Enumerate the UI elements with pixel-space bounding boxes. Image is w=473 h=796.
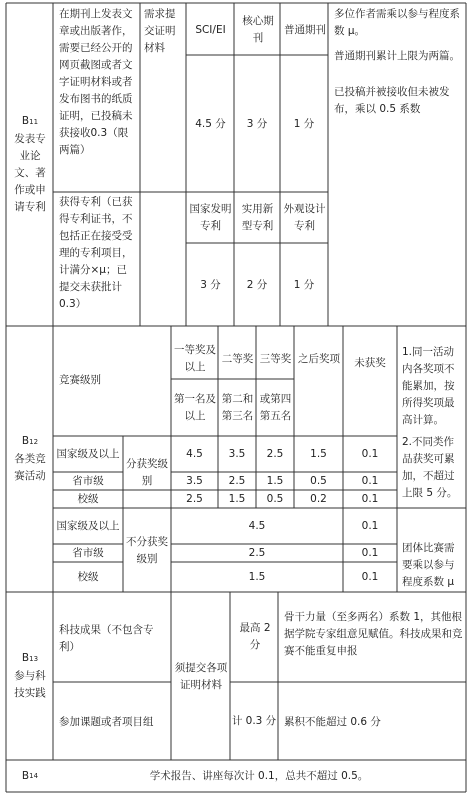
score-national-third: 2.5 [266, 447, 284, 460]
b11-category-name: 发表专业论文、著作或申请专利 [14, 133, 46, 213]
ungraded-score-provincial: 2.5 [248, 546, 266, 559]
graded-prize-label: 分获奖级别 [126, 457, 168, 487]
patent-level-invention: 国家发明专利 [189, 203, 232, 232]
ungraded-none-national: 0.1 [361, 519, 379, 532]
ungraded-prize-label: 不分获奖级别 [126, 535, 168, 565]
rank-header-second-third: 第二和第三名 [221, 392, 254, 422]
b11-code-cell [7, 3, 53, 326]
b11-note-coauthor: 多位作者需乘以参与程度系数 μ。 [334, 8, 460, 37]
score-national-first: 4.5 [186, 447, 203, 460]
b12-note-same-activity: 1.同一活动内各奖项不能累加，按所得奖项最高计算。 [402, 346, 455, 426]
score-school-later: 0.2 [310, 492, 327, 505]
b13-project-group: 参加课题或者项目组 [59, 716, 154, 728]
score-provincial-none: 0.1 [361, 474, 379, 487]
b14-academic-lectures: 学术报告、讲座每次计 0.1，总共不超过 0.5。 [149, 770, 369, 782]
b13-tech-achievement: 科技成果（不包含专利） [59, 624, 154, 653]
b11-code: B11 [21, 115, 39, 127]
patent-level-design: 外观设计专利 [283, 203, 326, 232]
score-national-none: 0.1 [361, 447, 379, 460]
score-provincial-later: 0.5 [310, 474, 327, 487]
b13-note-cumulative: 累积不能超过 0.6 分 [284, 716, 381, 728]
b11-note-accepted: 已投稿并被接收但未被发布，乘以 0.5 系数 [334, 86, 450, 115]
b13-note-backbone: 骨干力量（至多两名）系数 1，其他根据学院专家组意见赋值。科技成果和竞赛不能重复申报 [284, 611, 463, 657]
prize-header-none: 未获奖 [354, 356, 386, 369]
ungraded-level-provincial: 省市级 [72, 547, 104, 559]
paper-score-ordinary-journal: 1 分 [293, 117, 315, 130]
prize-header-second: 二等奖 [221, 352, 254, 365]
b11-patent-description: 获得专利（已获得专利证书，不包括正在接受受理的专利项目，计满分×μ；已提交未获批计 0.3） [59, 196, 133, 310]
score-provincial-first: 3.5 [186, 474, 203, 487]
b11-paper-description: 在期刊上发表文章或出版著作，需要已经公开的网页截图或者文字证明材料或者发布图书的纸质证明，已投稿未获接收0.3（限两篇） [59, 8, 133, 156]
paper-score-core-journal: 3 分 [246, 117, 268, 130]
patent-score-design: 1 分 [293, 278, 315, 291]
ungraded-none-school: 0.1 [361, 570, 379, 583]
b13-code-cell [7, 592, 53, 760]
b14-code: B 14 [21, 770, 39, 782]
ungraded-level-national: 国家级及以上 [56, 520, 120, 532]
b11-paper-proof-requirement: 需求提交证明材料 [144, 8, 176, 54]
rank-header-first: 第一名及以上 [174, 392, 216, 422]
b12-category-name: 各类竞赛活动 [14, 453, 46, 482]
prize-header-first: 一等奖及以上 [174, 344, 216, 373]
b12-note-team: 团体比赛需要乘以参与程度系数 μ [402, 542, 455, 588]
score-provincial-third: 1.5 [266, 474, 284, 487]
b13-code: B13 [21, 652, 39, 664]
patent-score-utility: 2 分 [246, 278, 268, 291]
patent-level-utility: 实用新型专利 [241, 203, 274, 232]
ungraded-none-provincial: 0.1 [361, 546, 379, 559]
ungraded-score-school: 1.5 [248, 570, 266, 583]
b12-note-different-works: 2.不同类作品获奖可累加，不超过上限 5 分。 [402, 436, 458, 499]
ungraded-level-school: 校级 [77, 571, 99, 583]
b12-code: B12 [21, 435, 39, 447]
rank-header-fourth-fifth: 或第四第五名 [259, 392, 292, 422]
b12-code-cell [7, 326, 53, 592]
ungraded-score-national: 4.5 [248, 519, 266, 532]
b13-proof-requirement: 须提交各项证明材料 [174, 661, 228, 691]
paper-level-ordinary-journal: 普通期刊 [284, 23, 326, 36]
graded-level-national: 国家级及以上 [56, 448, 120, 460]
score-national-later: 1.5 [310, 447, 327, 460]
competition-level-header: 竞赛级别 [59, 374, 101, 386]
score-provincial-second: 2.5 [228, 474, 246, 487]
b13-score-project: 计 0.3 分 [231, 715, 277, 727]
score-school-third: 0.5 [266, 492, 284, 505]
graded-level-school: 校级 [77, 493, 99, 505]
paper-level-scei: SCI/EI [195, 23, 226, 36]
prize-header-later: 之后奖项 [298, 352, 340, 365]
paper-level-core-journal: 核心期刊 [242, 15, 274, 44]
score-national-second: 3.5 [228, 447, 246, 460]
score-school-second: 1.5 [228, 492, 246, 505]
prize-header-third: 三等奖 [259, 352, 292, 365]
graded-level-provincial: 省市级 [72, 475, 104, 487]
score-school-first: 2.5 [186, 492, 203, 505]
b13-score-max: 最高 2 分 [239, 622, 271, 651]
paper-score-scei: 4.5 分 [195, 117, 226, 130]
patent-score-invention: 3 分 [200, 278, 221, 291]
b11-note-ordinary-limit: 普通期刊累计上限为两篇。 [334, 50, 460, 62]
b13-category-name: 参与科技实践 [14, 670, 46, 699]
score-school-none: 0.1 [361, 492, 379, 505]
